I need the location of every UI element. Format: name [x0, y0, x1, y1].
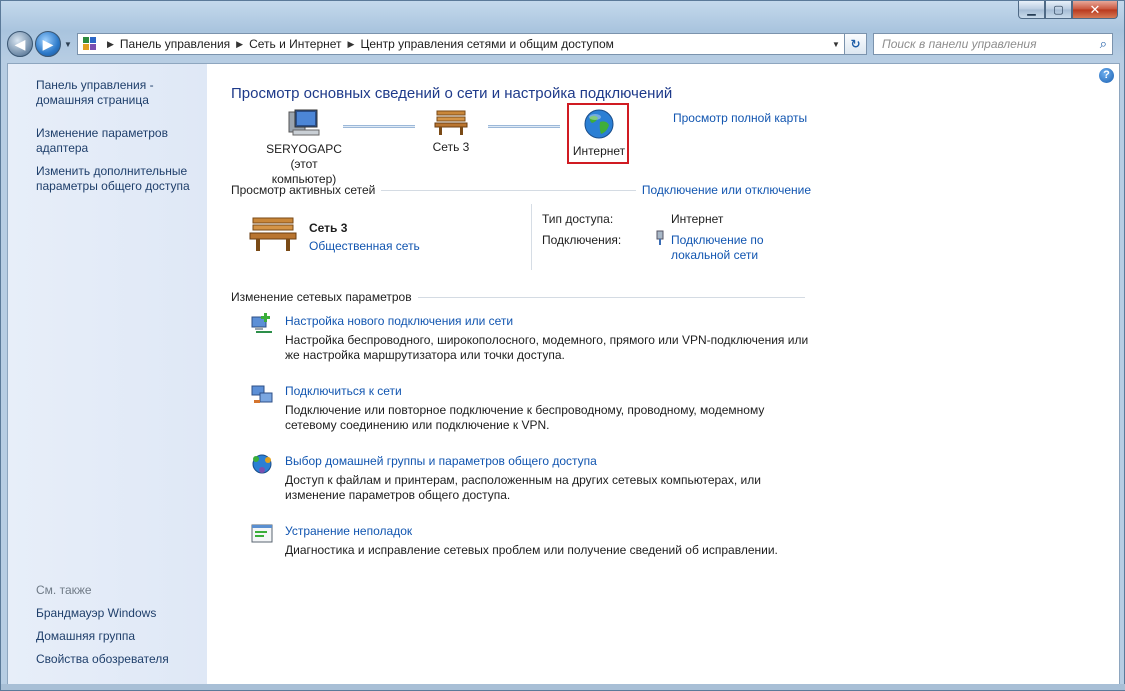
sidebar-link-internet-options[interactable]: Свойства обозревателя: [36, 652, 169, 666]
caption-buttons: [1018, 1, 1118, 20]
network-map-label: Сеть 3: [432, 140, 470, 154]
task-troubleshoot-desc: Диагностика и исправление сетевых проблем или получение сведений об исправлении.: [285, 543, 778, 557]
access-type-label: Тип доступа:: [542, 212, 614, 226]
arrow-left-icon: ◀: [14, 35, 26, 52]
search-icon[interactable]: ⌕: [1099, 36, 1107, 51]
connect-network-icon: [250, 382, 274, 406]
task-homegroup-link[interactable]: Выбор домашней группы и параметров общего доступа: [285, 454, 597, 468]
lan-connection-icon: [655, 230, 665, 246]
task-connect-network-link[interactable]: Подключиться к сети: [285, 384, 402, 398]
window-bottom-border: [1, 684, 1125, 690]
help-icon[interactable]: ?: [1099, 68, 1114, 83]
main-panel: [231, 64, 821, 684]
refresh-icon: ↻: [850, 37, 861, 51]
search-placeholder: Поиск в панели управления: [882, 37, 1037, 51]
section-divider: [381, 190, 636, 191]
address-bar[interactable]: [77, 33, 845, 55]
see-also-label: См. также: [36, 583, 92, 597]
recent-pages-dropdown[interactable]: ▼: [64, 39, 72, 49]
content-area: [7, 63, 1120, 685]
access-type-value: Интернет: [671, 212, 724, 226]
map-node-network[interactable]: [419, 108, 483, 155]
troubleshoot-icon: [250, 522, 274, 546]
sidebar-link-homegroup[interactable]: Домашняя группа: [36, 629, 136, 643]
search-input[interactable]: [873, 33, 1113, 55]
active-networks-header: [231, 183, 811, 197]
chevron-down-icon[interactable]: ▼: [832, 39, 840, 49]
computer-subtitle: (этот компьютер): [271, 157, 337, 186]
change-settings-header: [231, 290, 811, 304]
connect-disconnect-link[interactable]: Подключение или отключение: [641, 183, 811, 197]
bench-icon: [434, 108, 468, 136]
refresh-button[interactable]: [845, 33, 867, 55]
bench-icon: [249, 214, 297, 254]
forward-button[interactable]: [35, 31, 61, 57]
task-connect-network-desc: Подключение или повторное подключение к беспроводному, проводному, модемному сетевому соединению или подключение к VPN.: [285, 403, 765, 432]
breadcrumb-control-panel[interactable]: Панель управления: [119, 37, 231, 51]
sidebar-link-advanced-sharing[interactable]: Изменить дополнительные параметры общего доступа: [36, 164, 190, 193]
sidebar-link-adapter-settings[interactable]: Изменение параметров адаптера: [36, 126, 168, 155]
minimize-button[interactable]: ▁: [1018, 1, 1045, 19]
chevron-right-icon[interactable]: ▶: [236, 38, 244, 49]
network-name: Сеть 3: [309, 221, 348, 235]
map-link-line: [343, 125, 415, 128]
connections-label: Подключения:: [542, 233, 622, 247]
back-button[interactable]: [7, 31, 33, 57]
globe-icon: [583, 108, 615, 140]
internet-map-label: Интернет: [572, 144, 626, 158]
chevron-right-icon[interactable]: ▶: [347, 38, 355, 49]
computer-icon: [287, 108, 321, 138]
active-networks-label: Просмотр активных сетей: [231, 183, 376, 197]
task-new-connection-link[interactable]: Настройка нового подключения или сети: [285, 314, 514, 328]
map-node-computer[interactable]: [259, 108, 349, 187]
connection-lan-link[interactable]: Подключение по локальной сети: [671, 233, 764, 262]
task-new-connection-desc: Настройка беспроводного, широкополосного, модемного, прямого или VPN-подключения или же настройка маршрутизатора или точки доступа.: [285, 333, 809, 362]
page-title: Просмотр основных сведений о сети и настройка подключений: [231, 85, 673, 102]
change-settings-label: Изменение сетевых параметров: [231, 290, 412, 304]
task-homegroup-desc: Доступ к файлам и принтерам, расположенным на других сетевых компьютерах, или изменение параметров общего доступа.: [285, 473, 761, 502]
section-divider: [418, 297, 805, 298]
arrow-right-icon: ▶: [42, 35, 54, 52]
breadcrumb-network-internet[interactable]: Сеть и Интернет: [249, 37, 342, 51]
vertical-divider: [531, 204, 532, 270]
homegroup-icon: [250, 452, 274, 476]
computer-name: SERYOGAPC: [266, 142, 342, 156]
sidebar: [8, 64, 207, 684]
navigation-bar: [7, 29, 1118, 59]
task-troubleshoot-link[interactable]: Устранение неполадок: [285, 524, 413, 538]
close-button[interactable]: ✕: [1072, 1, 1118, 19]
chevron-right-icon[interactable]: ▶: [107, 38, 114, 49]
map-node-internet[interactable]: [570, 108, 628, 159]
control-panel-icon: [83, 37, 97, 51]
sidebar-link-home[interactable]: Панель управления - домашняя страница: [36, 78, 154, 107]
sidebar-link-firewall[interactable]: Брандмауэр Windows: [36, 606, 157, 620]
new-connection-icon: [250, 311, 274, 335]
breadcrumb-network-center[interactable]: Центр управления сетями и общим доступом: [360, 37, 614, 51]
network-type-link[interactable]: Общественная сеть: [309, 239, 420, 253]
full-map-link[interactable]: Просмотр полной карты: [673, 111, 808, 125]
map-link-line: [488, 125, 560, 128]
maximize-button[interactable]: ▢: [1045, 1, 1072, 19]
